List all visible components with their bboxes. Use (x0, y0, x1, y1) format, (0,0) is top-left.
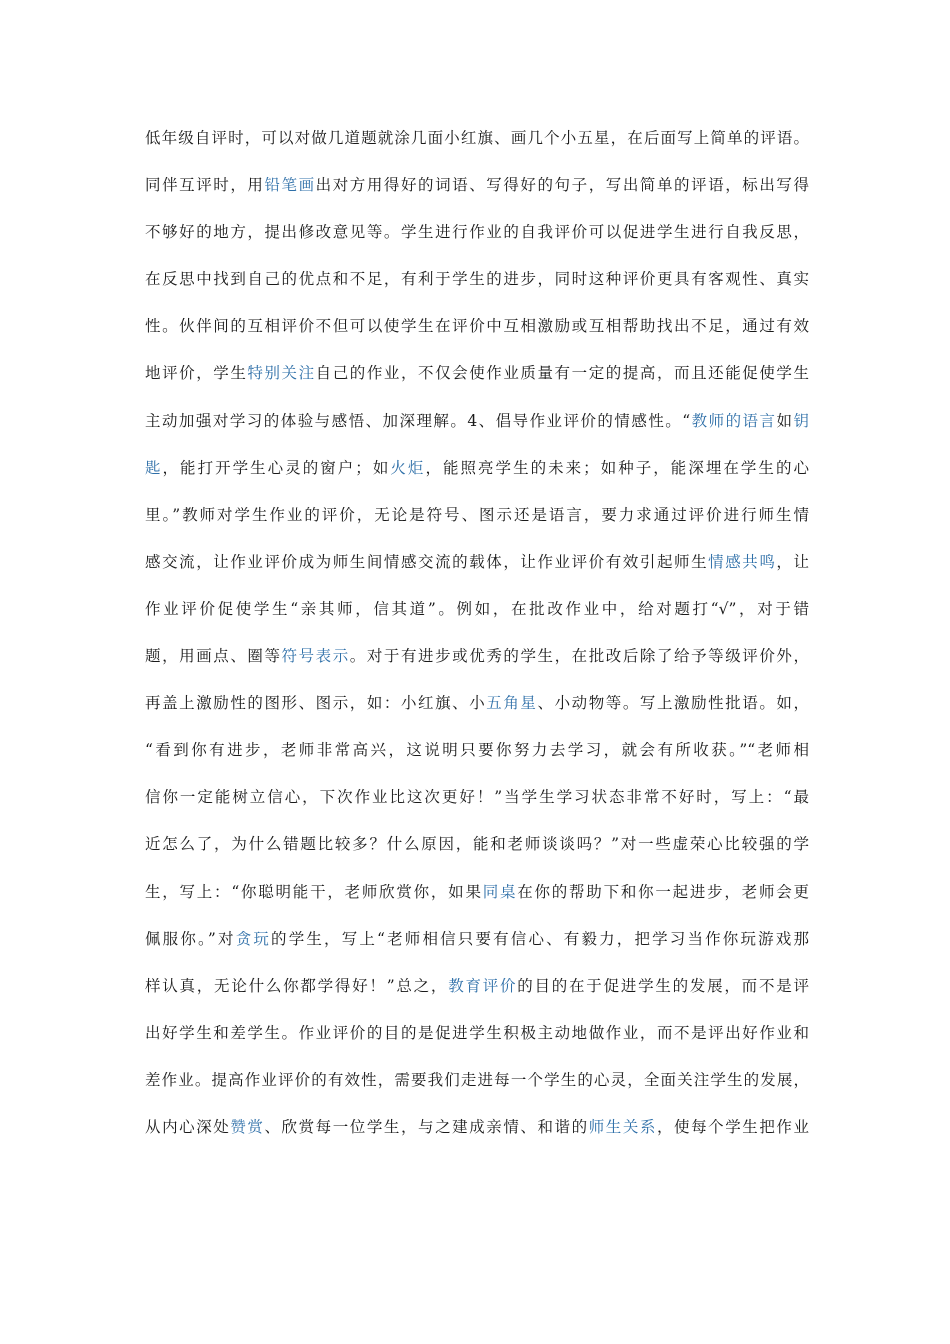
text-line (145, 680, 809, 727)
text-segment: 同伴互评时，用 (145, 176, 265, 195)
text-segment: 的学生，写上“老师相信只要有信心、有毅力，把学习当作你玩游戏那 (271, 929, 809, 948)
text-segment: 生，写上：“你聪明能干，老师欣赏你，如果 (145, 882, 483, 901)
text-line (145, 869, 809, 916)
text-line (145, 1010, 809, 1057)
text-segment: 主动加强对学习的体验与感悟、加深理解。4、倡导作业评价的情感性。“ (145, 411, 691, 430)
text-segment: 信你一定能树立信心，下次作业比这次更好！”当学生学习状态非常不好时，写上：“最 (145, 788, 809, 807)
inline-link[interactable]: 教育评价 (448, 976, 518, 995)
text-line (145, 963, 809, 1010)
inline-link[interactable]: 同桌 (482, 882, 518, 901)
text-segment: 的目的在于促进学生的发展，而不是评 (517, 976, 809, 995)
text-line (145, 256, 809, 303)
text-segment: 出对方用得好的词语、写得好的句子，写出简单的评语，标出写得 (315, 176, 809, 195)
text-segment: 自己的作业，不仅会使作业质量有一定的提高，而且还能促使学生 (315, 364, 809, 383)
text-segment: ，让 (776, 552, 809, 571)
text-segment: 在反思中找到自己的优点和不足，有利于学生的进步，同时这种评价更具有客观性、真实 (145, 270, 809, 289)
inline-link[interactable]: 五角星 (486, 694, 538, 713)
text-segment: 近怎么了，为什么错题比较多？什么原因，能和老师谈谈吗？”对一些虚荣心比较强的学 (145, 835, 809, 854)
text-line (145, 916, 809, 963)
inline-link[interactable]: 师生关系 (588, 1117, 657, 1136)
text-segment: 感交流，让作业评价成为师生间情感交流的载体，让作业评价有效引起师生 (145, 552, 709, 571)
text-segment: 如 (776, 411, 794, 430)
text-line (145, 633, 809, 680)
text-line (145, 774, 809, 821)
text-line (145, 539, 809, 586)
text-line (145, 1104, 809, 1151)
text-segment: 作业评价促使学生“亲其师，信其道”。例如，在批改作业中，给对题打“√”，对于错 (145, 599, 809, 618)
text-segment: 不够好的地方，提出修改意见等。学生进行作业的自我评价可以促进学生进行自我反思， (145, 223, 809, 242)
text-line (145, 1057, 809, 1104)
inline-link[interactable]: 符号表示 (281, 647, 350, 666)
text-segment: 地评价，学生 (145, 364, 248, 383)
text-segment: 样认真，无论什么你都学得好！”总之， (145, 976, 449, 995)
body-text (145, 115, 809, 1151)
text-segment: 里。”教师对学生作业的评价，无论是符号、图示还是语言，要力求通过评价进行师生情 (145, 505, 809, 524)
text-segment: “看到你有进步，老师非常高兴，这说明只要你努力去学习，就会有所收获。”“老师相 (145, 741, 809, 760)
text-line (145, 586, 809, 633)
text-segment: 、欣赏每一位学生，与之建成亲情、和谐的 (264, 1117, 589, 1136)
text-line (145, 162, 809, 209)
text-segment: 差作业。提高作业评价的有效性，需要我们走进每一个学生的心灵，全面关注学生的发展， (145, 1070, 809, 1089)
inline-link[interactable]: 钥 (793, 411, 809, 430)
inline-link[interactable]: 赞赏 (230, 1117, 265, 1136)
text-line (145, 821, 809, 868)
text-line (145, 445, 809, 492)
text-segment: 、小动物等。写上激励性批语。如， (537, 694, 809, 713)
text-segment: ，能照亮学生的未来；如种子，能深埋在学生的心 (425, 458, 809, 477)
text-segment: 再盖上激励性的图形、图示，如：小红旗、小 (145, 694, 487, 713)
text-line (145, 115, 809, 162)
inline-link[interactable]: 情感共鸣 (708, 552, 777, 571)
text-line (145, 398, 809, 445)
text-line (145, 492, 809, 539)
text-line (145, 209, 809, 256)
text-segment: 在你的帮助下和你一起进步，老师会更 (517, 882, 809, 901)
inline-link[interactable]: 教师的语言 (690, 411, 777, 430)
text-segment: 出好学生和差学生。作业评价的目的是促进学生积极主动地做作业，而不是评出好作业和 (145, 1023, 809, 1042)
inline-link[interactable]: 贪玩 (235, 929, 272, 948)
inline-link[interactable]: 铅笔画 (264, 176, 316, 195)
inline-link[interactable]: 特别关注 (247, 364, 316, 383)
text-segment: 佩服你。”对 (145, 929, 236, 948)
text-segment: 从内心深处 (145, 1117, 231, 1136)
text-line (145, 303, 809, 350)
text-line (145, 350, 809, 397)
inline-link[interactable]: 匙 (145, 458, 163, 477)
text-segment: 。对于有进步或优秀的学生，在批改后除了给予等级评价外， (349, 647, 809, 666)
text-segment: 低年级自评时，可以对做几道题就涂几面小红旗、画几个小五星，在后面写上简单的评语。 (145, 129, 809, 147)
text-segment: 题，用画点、圈等 (145, 647, 282, 666)
inline-link[interactable]: 火炬 (390, 458, 426, 477)
text-segment: 性。伙伴间的互相评价不但可以使学生在评价中互相激励或互相帮助找出不足，通过有效 (145, 317, 809, 336)
text-segment: ，能打开学生心灵的窗户；如 (162, 458, 391, 477)
text-segment: ，使每个学生把作业 (656, 1117, 809, 1136)
text-line (145, 727, 809, 774)
